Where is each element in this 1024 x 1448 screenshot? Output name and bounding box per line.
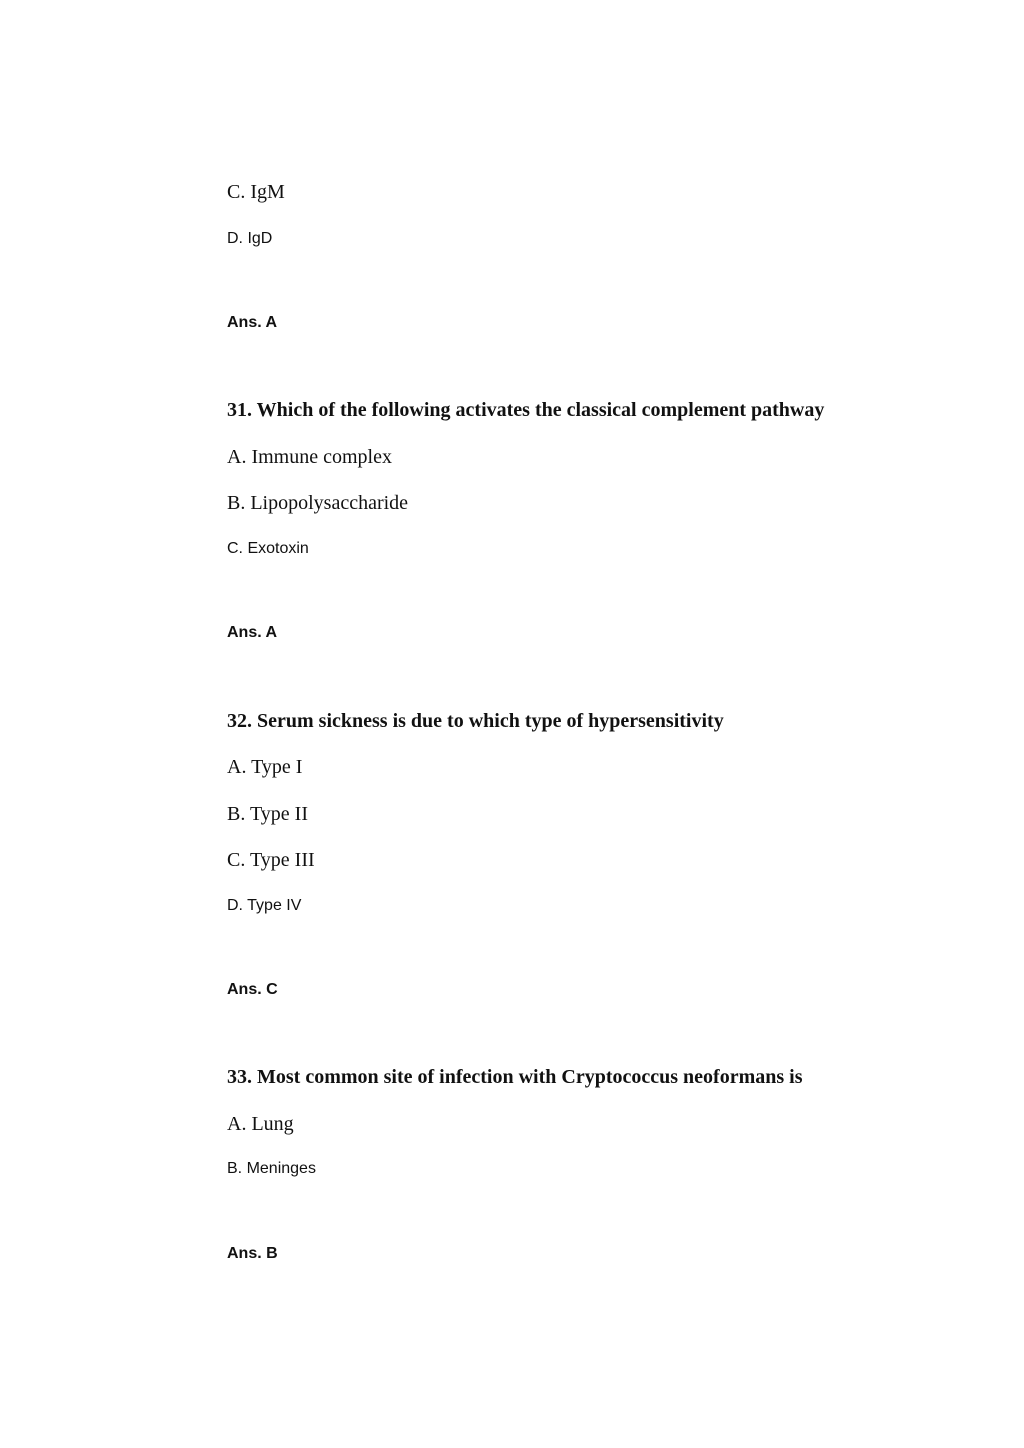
q31-answer: Ans. A xyxy=(227,624,278,641)
prev-option-d: D. IgD xyxy=(227,230,273,247)
question-31: 31. Which of the following activates the classical complement pathway xyxy=(227,399,825,421)
q31-option-c: C. Exotoxin xyxy=(227,540,309,557)
question-33: 33. Most common site of infection with Cryptococcus neoformans is xyxy=(227,1066,803,1088)
q33-option-b: B. Meninges xyxy=(227,1160,316,1177)
q31-option-a: A. Immune complex xyxy=(227,446,392,468)
q33-option-a: A. Lung xyxy=(227,1113,294,1135)
q32-option-a: A. Type I xyxy=(227,756,303,778)
q32-answer: Ans. C xyxy=(227,981,278,998)
q33-answer: Ans. B xyxy=(227,1245,278,1262)
prev-option-c: C. IgM xyxy=(227,181,285,203)
prev-answer: Ans. A xyxy=(227,314,278,331)
q31-option-b: B. Lipopolysaccharide xyxy=(227,492,409,514)
q32-option-c: C. Type III xyxy=(227,849,315,871)
question-32: 32. Serum sickness is due to which type of hypersensitivity xyxy=(227,710,724,732)
q32-option-d: D. Type IV xyxy=(227,897,302,914)
q32-option-b: B. Type II xyxy=(227,803,308,825)
